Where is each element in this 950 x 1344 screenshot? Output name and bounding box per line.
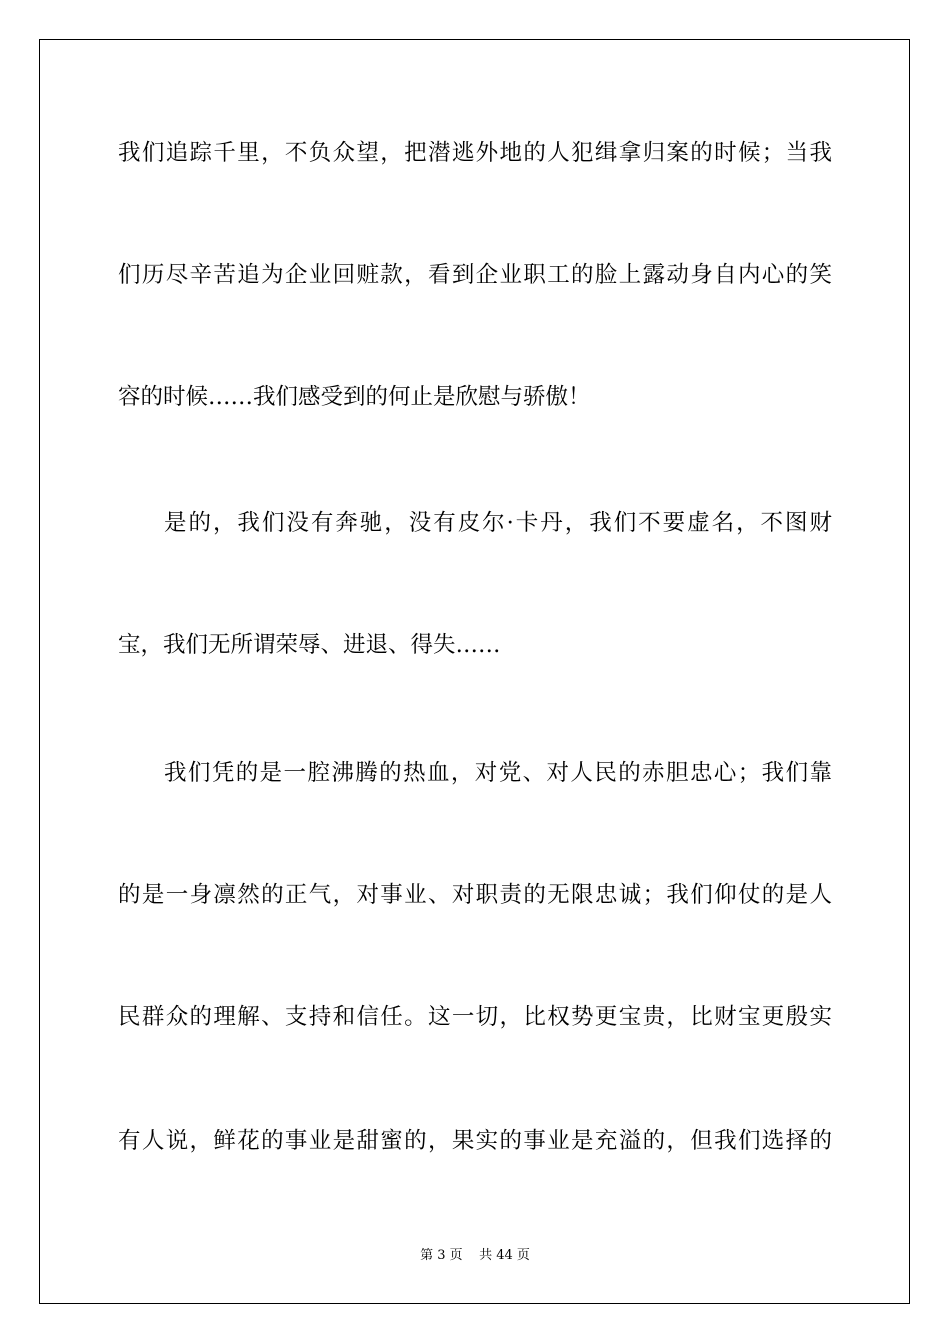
- page-border: [39, 39, 910, 1304]
- page-number-footer: 第 3 页 共 44 页: [420, 1248, 530, 1263]
- paragraph-line: 的是一身凛然的正气，对事业、对职责的无限忠诚；我们仰仗的是人: [118, 882, 832, 908]
- paragraph-line: 我们追踪千里，不负众望，把潜逃外地的人犯缉拿归案的时候；当我: [118, 140, 832, 166]
- paragraph-line: 有人说，鲜花的事业是甜蜜的，果实的事业是充溢的，但我们选择的: [118, 1128, 832, 1154]
- paragraph-line: 容的时候……我们感受到的何止是欣慰与骄傲！: [118, 384, 591, 410]
- paragraph-line: 宝，我们无所谓荣辱、进退、得失……: [118, 632, 501, 658]
- paragraph-line: 我们凭的是一腔沸腾的热血，对党、对人民的赤胆忠心；我们靠: [164, 760, 832, 786]
- paragraph-line: 是的，我们没有奔驰，没有皮尔·卡丹，我们不要虚名，不图财: [164, 510, 832, 536]
- paragraph-line: 民群众的理解、支持和信任。这一切，比权势更宝贵，比财宝更殷实: [118, 1004, 832, 1030]
- paragraph-line: 们历尽辛苦追为企业回赃款，看到企业职工的脸上露动身自内心的笑: [118, 262, 832, 288]
